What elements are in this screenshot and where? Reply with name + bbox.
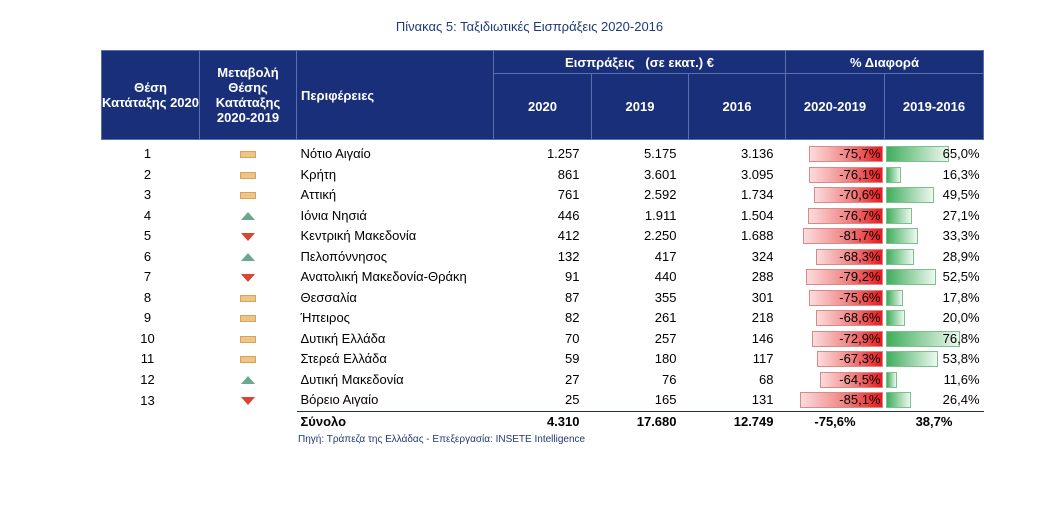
rank-cell: 12 xyxy=(140,371,155,387)
change-cell xyxy=(200,390,297,411)
region-cell: Ήπειρος xyxy=(300,310,350,326)
region-cell: Κρήτη xyxy=(300,166,337,182)
receipts-2020-cell: 861 xyxy=(557,166,580,182)
rank-cell: 6 xyxy=(143,248,152,264)
table-row xyxy=(102,247,984,268)
table-row xyxy=(102,206,984,227)
receipts-group-header: Εισπράξεις (σε εκατ.) € xyxy=(494,51,786,74)
rank-cell: 8 xyxy=(143,289,152,305)
receipts-2020-cell: 761 xyxy=(557,187,580,203)
receipts-2016-cell: 288 xyxy=(751,269,774,285)
receipts-2020-cell: 91 xyxy=(565,269,580,285)
receipts-2020-cell: 446 xyxy=(557,207,580,223)
receipts-2020-cell: 70 xyxy=(565,330,580,346)
diff-value: 20,0% xyxy=(942,310,980,325)
region-header: Περιφέρειες xyxy=(297,51,494,140)
positive-databar xyxy=(886,249,914,265)
diff-value: 49,5% xyxy=(942,187,980,202)
positive-databar xyxy=(886,290,903,306)
diff-2020-2019-cell xyxy=(786,226,885,247)
diff-group-header: % Διαφορά xyxy=(786,51,984,74)
table-row xyxy=(102,329,984,350)
rank-up-icon xyxy=(241,253,255,261)
receipts-2019-cell: 257 xyxy=(654,330,677,346)
table-row xyxy=(102,267,984,288)
diff-2019-2016-cell xyxy=(885,288,984,309)
rank-same-icon xyxy=(240,151,256,158)
receipts-2016-cell: 3.136 xyxy=(740,146,774,162)
table-title: Πίνακας 5: Ταξιδιωτικές Εισπράξεις 2020-2016 xyxy=(395,19,664,34)
diff-2020-2019-cell xyxy=(786,267,885,288)
receipts-2020-cell: 82 xyxy=(565,310,580,326)
diff-2019-2016-cell xyxy=(885,390,984,411)
diff-2020-2019-cell xyxy=(786,165,885,186)
rank-down-icon xyxy=(241,233,255,241)
receipts-2020-cell: 27 xyxy=(565,371,580,387)
receipts-2016-cell: 3.095 xyxy=(740,166,774,182)
receipts-table xyxy=(101,50,984,433)
receipts-2020-cell: 59 xyxy=(565,351,580,367)
receipts-2019-cell: 261 xyxy=(654,310,677,326)
diff-value: -75,6% xyxy=(839,289,881,305)
receipts-2020-cell: 412 xyxy=(557,228,580,244)
positive-databar xyxy=(886,167,902,183)
positive-databar xyxy=(886,187,934,203)
change-cell xyxy=(200,370,297,391)
total-2019: 17.680 xyxy=(592,411,689,433)
positive-databar xyxy=(886,310,905,326)
receipts-2020-cell: 1.257 xyxy=(546,146,580,162)
total-label: Σύνολο xyxy=(297,411,494,433)
change-cell xyxy=(200,267,297,288)
positive-databar xyxy=(886,228,918,244)
diff-value: -68,6% xyxy=(839,310,881,325)
diff-value: -72,9% xyxy=(839,330,881,346)
diff-2019-2016-cell xyxy=(885,349,984,370)
receipts-2019-cell: 417 xyxy=(654,248,677,264)
diff-value: 16,3% xyxy=(942,166,980,182)
region-cell: Νότιο Αιγαίο xyxy=(300,146,371,162)
diff-2019-2016-header: 2019-2016 xyxy=(885,74,984,140)
diff-value: -68,3% xyxy=(839,248,881,264)
diff-value: 17,8% xyxy=(942,289,980,305)
change-cell xyxy=(200,308,297,329)
receipts-2016-cell: 218 xyxy=(751,310,774,326)
rank-cell: 4 xyxy=(143,207,152,223)
diff-2020-2019-cell xyxy=(786,288,885,309)
receipts-2019-cell: 440 xyxy=(654,269,677,285)
rank-up-icon xyxy=(241,212,255,220)
diff-2020-2019-cell xyxy=(786,329,885,350)
diff-2020-2019-cell xyxy=(786,370,885,391)
diff-value: 33,3% xyxy=(942,228,980,243)
diff-2020-2019-cell xyxy=(786,144,885,165)
receipts-2016-cell: 1.688 xyxy=(740,228,774,244)
table-row xyxy=(102,288,984,309)
diff-2019-2016-cell xyxy=(885,206,984,227)
rank-cell: 3 xyxy=(143,187,152,203)
rank-cell: 1 xyxy=(143,146,152,162)
positive-databar xyxy=(886,208,912,224)
receipts-2020-cell: 132 xyxy=(557,248,580,264)
receipts-2019-cell: 2.250 xyxy=(643,228,677,244)
total-diff-2020-2019: -75,6% xyxy=(786,411,885,433)
diff-2019-2016-cell xyxy=(885,226,984,247)
receipts-2019-cell: 2.592 xyxy=(643,187,677,203)
total-row xyxy=(102,411,984,433)
region-cell: Βόρειο Αιγαίο xyxy=(300,392,379,408)
receipts-2016-cell: 117 xyxy=(752,351,774,367)
year-2020-header: 2020 xyxy=(494,74,592,140)
year-2019-header: 2019 xyxy=(592,74,689,140)
diff-value: -81,7% xyxy=(839,228,881,243)
diff-value: -67,3% xyxy=(839,351,881,366)
diff-2019-2016-cell xyxy=(885,247,984,268)
receipts-2019-cell: 355 xyxy=(654,289,677,305)
change-cell xyxy=(200,349,297,370)
year-2016-header: 2016 xyxy=(689,74,786,140)
rank-down-icon xyxy=(241,274,255,282)
total-2016: 12.749 xyxy=(689,411,786,433)
rank-cell: 7 xyxy=(143,269,152,285)
receipts-2016-cell: 68 xyxy=(759,371,774,387)
diff-2020-2019-cell xyxy=(786,308,885,329)
positive-databar xyxy=(886,372,897,388)
rank-cell: 9 xyxy=(143,310,152,326)
change-cell xyxy=(200,288,297,309)
receipts-2019-cell: 1.911 xyxy=(644,207,677,223)
rank-cell: 11 xyxy=(140,351,155,367)
diff-value: 76,8% xyxy=(942,330,980,346)
rank-header: Θέση Κατάταξης 2020 xyxy=(102,51,200,140)
change-cell xyxy=(200,329,297,350)
table-row xyxy=(102,308,984,329)
table-row xyxy=(102,370,984,391)
rank-same-icon xyxy=(240,192,256,199)
rank-cell: 5 xyxy=(143,228,152,244)
diff-2019-2016-cell xyxy=(885,267,984,288)
receipts-2016-cell: 1.504 xyxy=(740,207,774,223)
diff-2020-2019-cell xyxy=(786,206,885,227)
positive-databar xyxy=(886,269,937,285)
rank-cell: 13 xyxy=(140,392,155,408)
diff-2019-2016-cell xyxy=(885,329,984,350)
receipts-2019-cell: 165 xyxy=(654,392,677,408)
diff-2020-2019-cell xyxy=(786,185,885,206)
change-cell xyxy=(200,206,297,227)
region-cell: Ανατολική Μακεδονία-Θράκη xyxy=(300,269,467,285)
region-cell: Αττική xyxy=(300,187,337,203)
diff-2019-2016-cell xyxy=(885,165,984,186)
rank-same-icon xyxy=(240,295,256,302)
diff-value: -76,7% xyxy=(839,207,881,223)
receipts-2019-cell: 180 xyxy=(654,351,677,367)
diff-value: 26,4% xyxy=(942,392,980,407)
rank-same-icon xyxy=(240,356,256,363)
rank-same-icon xyxy=(240,336,256,343)
diff-value: 53,8% xyxy=(942,351,980,366)
diff-2019-2016-cell xyxy=(885,308,984,329)
diff-2020-2019-cell xyxy=(786,390,885,411)
diff-2020-2019-cell xyxy=(786,349,885,370)
diff-2019-2016-cell xyxy=(885,185,984,206)
diff-value: 11,6% xyxy=(943,371,980,387)
table-row xyxy=(102,349,984,370)
receipts-2016-cell: 301 xyxy=(751,289,774,305)
table-row xyxy=(102,226,984,247)
table-row xyxy=(102,144,984,165)
table-row xyxy=(102,185,984,206)
receipts-2020-cell: 25 xyxy=(565,392,580,408)
diff-value: -76,1% xyxy=(839,166,881,182)
region-cell: Δυτική Ελλάδα xyxy=(300,330,386,346)
rank-cell: 2 xyxy=(143,166,152,182)
receipts-2016-cell: 324 xyxy=(751,248,774,264)
rank-same-icon xyxy=(240,315,256,322)
receipts-2016-cell: 1.734 xyxy=(740,187,774,203)
diff-2019-2016-cell xyxy=(885,144,984,165)
region-cell: Ιόνια Νησιά xyxy=(300,207,367,223)
diff-2019-2016-cell xyxy=(885,370,984,391)
change-cell xyxy=(200,226,297,247)
receipts-2019-cell: 76 xyxy=(662,371,677,387)
region-cell: Στερεά Ελλάδα xyxy=(300,351,387,367)
table-body xyxy=(102,140,984,433)
receipts-2016-cell: 146 xyxy=(751,330,774,346)
diff-value: -70,6% xyxy=(839,187,881,202)
rank-up-icon xyxy=(241,376,255,384)
positive-databar xyxy=(886,392,912,408)
diff-value: -85,1% xyxy=(839,392,881,407)
diff-value: -75,7% xyxy=(839,146,881,161)
region-cell: Κεντρική Μακεδονία xyxy=(300,228,417,244)
diff-value: 28,9% xyxy=(942,248,980,264)
change-cell xyxy=(200,165,297,186)
receipts-2019-cell: 3.601 xyxy=(643,166,677,182)
region-cell: Θεσσαλία xyxy=(300,289,357,305)
rank-cell: 10 xyxy=(140,330,155,346)
table-row xyxy=(102,390,984,411)
total-2020: 4.310 xyxy=(494,411,592,433)
diff-value: 65,0% xyxy=(942,146,980,161)
change-cell xyxy=(200,144,297,165)
region-cell: Δυτική Μακεδονία xyxy=(300,371,404,387)
total-diff-2019-2016: 38,7% xyxy=(885,411,984,433)
receipts-2020-cell: 87 xyxy=(565,289,580,305)
change-cell xyxy=(200,185,297,206)
positive-databar xyxy=(886,146,949,162)
table-row xyxy=(102,165,984,186)
diff-2020-2019-header: 2020-2019 xyxy=(786,74,885,140)
change-cell xyxy=(200,247,297,268)
positive-databar xyxy=(886,351,938,367)
rank-down-icon xyxy=(241,397,255,405)
diff-value: -79,2% xyxy=(839,269,881,284)
rank-same-icon xyxy=(240,172,256,179)
receipts-2019-cell: 5.175 xyxy=(643,146,677,162)
receipts-2016-cell: 131 xyxy=(751,392,774,408)
diff-value: 52,5% xyxy=(942,269,980,284)
change-header: Μεταβολή Θέσης Κατάταξης 2020-2019 xyxy=(200,51,297,140)
region-cell: Πελοπόννησος xyxy=(300,248,387,264)
diff-value: -64,5% xyxy=(839,371,881,387)
source-note: Πηγή: Τράπεζα της Ελλάδας - Επεξεργασία: INSETE Intelligence xyxy=(298,434,586,445)
diff-2020-2019-cell xyxy=(786,247,885,268)
diff-value: 27,1% xyxy=(942,207,980,223)
